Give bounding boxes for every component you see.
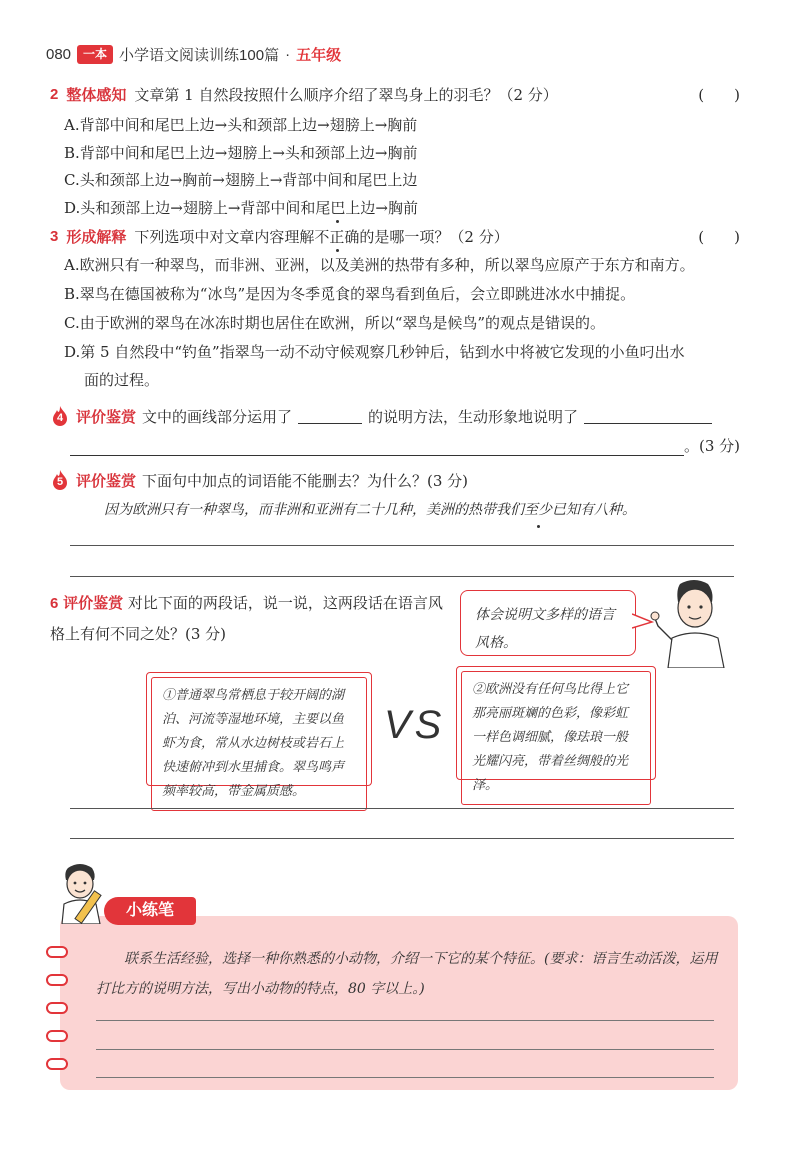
q5-number: 5 [56,476,64,488]
question-6 [50,588,450,649]
q2-tag: 整体感知 [66,87,127,104]
q4-text-a: 文中的画线部分运用了 [142,407,293,426]
q5-sentence [104,497,744,523]
q2-option-a: A.背部中间和尾巴上边→头和颈部上边→翅膀上→胸前 [64,116,418,134]
q3-option-c: C.由于欧洲的翠鸟在冰冻时期也居住在欧洲，所以“翠鸟是候鸟”的观点是错误的。 [64,314,606,332]
q3-tag: 形成解释 [66,229,127,246]
page-header [46,42,341,66]
binder-ring [46,1002,68,1014]
binder-ring [46,1030,68,1042]
passage-card-2 [456,666,656,793]
question-5 [50,467,740,493]
binder-ring [46,974,68,986]
q5-sentence-b: 已知有八种。 [552,502,636,518]
practice-title: 小练笔 [104,897,196,925]
q2-option-b: B.背部中间和尾巴上边→翅膀上→头和颈部上边→胸前 [64,144,418,162]
q4-blank-1[interactable] [298,408,362,424]
q3-option-a: A.欧洲只有一种翠鸟，而非洲、亚洲，以及美洲的热带有多种，所以翠鸟应原产于东方和南方。 [64,256,695,274]
q3-text-a: 下列选项中对文章内容理解 [134,228,315,246]
q2-number: 2 [50,86,59,103]
q4-end: 。(3 分) [683,437,740,455]
q2-option-c: C.头和颈部上边→胸前→翅膀上→背部中间和尾巴上边 [64,171,418,189]
book-title: 小学语文阅读训练100篇 [119,46,280,64]
q2-answer-paren[interactable]: ( ) [698,86,740,104]
q6-tag: 评价鉴赏 [63,595,124,612]
q3-answer-paren[interactable]: ( ) [698,228,740,246]
q3-option-b: B.翠鸟在德国被称为“冰鸟”是因为冬季觅食的翠鸟看到鱼后，会立即跳进冰水中捕捉。 [64,285,636,303]
q4-line-2 [70,432,740,456]
q4-blank-3[interactable] [70,440,684,456]
q4-blank-2[interactable] [584,408,712,424]
passage-card-1 [146,672,372,799]
tip-bubble: 体会说明文多样的语言风格。 [460,590,636,656]
q4-text-b: 的说明方法，生动形象地说明了 [368,407,579,426]
q4-number: 4 [56,412,64,424]
q2-option-d: D.头和颈部上边→翅膀上→背部中间和尾巴上边→胸前 [64,199,418,217]
binder-ring [46,1058,68,1070]
brand-badge: 一本 [77,45,113,64]
q6-answer-line-1[interactable] [70,808,734,809]
q5-answer-line-2[interactable] [70,576,734,577]
question-4 [50,403,740,429]
student-pencil-figure [54,860,108,924]
q5-text: 下面句中加点的词语能不能删去？为什么？(3 分) [142,471,469,490]
q6-answer-line-2[interactable] [70,838,734,839]
practice-line-2[interactable] [96,1049,714,1050]
teacher-figure [650,576,730,668]
practice-line-1[interactable] [96,1020,714,1021]
q5-fire-icon [50,469,70,491]
binder-ring [46,946,68,958]
question-3 [50,226,740,250]
q6-number: 6 [50,595,59,612]
q4-tag: 评价鉴赏 [76,408,137,426]
q3-text-b: 的是哪一项？（2 分） [359,228,509,246]
q3-option-d: D.第 5 自然段中“钓鱼”指翠鸟一动不动守候观察几秒钟后，钻到水中将被它发现的小鱼叼出水 [64,343,685,361]
grade-label: 五年级 [296,46,342,64]
q5-sentence-a: 因为欧洲只有一种翠鸟，而非洲和亚洲有二十几种，美洲的热带我们 [104,502,524,518]
passage-2-text: ②欧洲没有任何鸟比得上它那亮丽斑斓的色彩，像彩虹一样色调细腻，像珐琅一般光耀闪亮，带着丝绸般的光泽。 [461,671,651,805]
q3-emphasis: 不正确 [314,228,360,246]
question-2 [50,84,740,108]
page-number: 080 [46,45,72,63]
q5-emphasis: 至少 [524,497,552,523]
q5-tag: 评价鉴赏 [76,472,137,490]
title-separator: · [285,45,291,63]
q4-fire-icon [50,405,70,427]
practice-line-3[interactable] [96,1077,714,1078]
q3-option-d-cont: 面的过程。 [84,371,160,389]
practice-prompt: 联系生活经验，选择一种你熟悉的小动物，介绍一下它的某个特征。(要求：语言生动活泼，运用打比方的说明方法，写出小动物的特点，80 字以上。) [96,951,718,997]
q3-number: 3 [50,228,59,245]
q5-answer-line-1[interactable] [70,545,734,546]
q6-text: 对比下面的两段话，说一说，这两段话在语言风格上有何不同之处？(3 分) [50,594,443,643]
vs-label: VS [384,703,446,747]
q2-text: 文章第 1 自然段按照什么顺序介绍了翠鸟身上的羽毛？（2 分） [134,86,558,104]
passage-1-text: ①普通翠鸟常栖息于较开阔的湖泊、河流等湿地环境，主要以鱼虾为食，常从水边树枝或岩石上快速俯冲到水里捕食。翠鸟鸣声频率较高，带金属质感。 [151,677,367,811]
